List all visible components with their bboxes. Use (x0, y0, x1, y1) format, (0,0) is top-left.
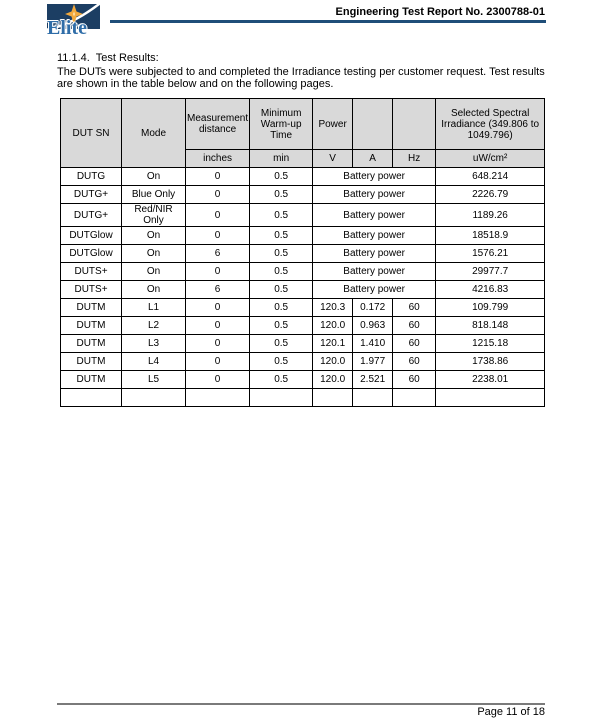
table-cell: L5 (122, 371, 186, 389)
table-cell: L4 (122, 353, 186, 371)
table-cell: 120.3 (313, 299, 353, 317)
elite-logo (47, 4, 107, 40)
stub-cell (250, 389, 313, 407)
table-cell: 0 (186, 371, 250, 389)
results-table-body (61, 168, 545, 407)
table-row (61, 227, 545, 245)
unit-irradiance: uW/cm² (436, 150, 545, 168)
table-cell: 60 (393, 317, 436, 335)
header-measurement-distance: Measurement distance (186, 99, 250, 150)
table-cell: 0.5 (250, 371, 313, 389)
table-cell: On (122, 245, 186, 263)
table-cell: DUTS+ (61, 263, 122, 281)
header-dut-sn: DUT SN (61, 99, 122, 168)
table-cell: Red/NIR Only (122, 204, 186, 227)
table-cell: 0.5 (250, 168, 313, 186)
table-cell: DUTG+ (61, 204, 122, 227)
header-min-warmup: Minimum Warm-up Time (250, 99, 313, 150)
table-cell: 0.5 (250, 335, 313, 353)
unit-distance: inches (186, 150, 250, 168)
section-heading: 11.1.4. Test Results: (57, 52, 159, 64)
footer-rule (57, 703, 545, 705)
table-row (61, 371, 545, 389)
stub-cell (61, 389, 122, 407)
table-cell: 1.977 (353, 353, 393, 371)
table-cell: 120.0 (313, 317, 353, 335)
page-number: Page 11 of 18 (477, 706, 545, 718)
stub-cell (186, 389, 250, 407)
table-cell: 2238.01 (436, 371, 545, 389)
table-cell: 0 (186, 227, 250, 245)
table-cell: 0.5 (250, 245, 313, 263)
table-cell: 109.799 (436, 299, 545, 317)
table-cell: Battery power (313, 263, 436, 281)
table-cell: 120.0 (313, 371, 353, 389)
stub-cell (436, 389, 545, 407)
report-title: Engineering Test Report No. 2300788-01 (335, 6, 545, 18)
stub-cell (313, 389, 353, 407)
table-cell: Battery power (313, 186, 436, 204)
table-cell: 0 (186, 263, 250, 281)
unit-volts: V (313, 150, 353, 168)
header-power: Power (313, 99, 353, 150)
header-irradiance: Selected Spectral Irradiance (349.806 to 1049.796) (436, 99, 545, 150)
table-cell: Battery power (313, 227, 436, 245)
unit-warmup: min (250, 150, 313, 168)
table-cell: Battery power (313, 245, 436, 263)
table-cell: DUTM (61, 299, 122, 317)
table-cell: 0.5 (250, 317, 313, 335)
table-cell: 0.5 (250, 299, 313, 317)
table-row (61, 335, 545, 353)
header-power-spacer-a (353, 99, 393, 150)
table-cell: 60 (393, 371, 436, 389)
table-cell: DUTGlow (61, 227, 122, 245)
table-cell: 18518.9 (436, 227, 545, 245)
table-row (61, 245, 545, 263)
unit-hz: Hz (393, 150, 436, 168)
logo-wordmark: Elite (47, 17, 87, 39)
table-row (61, 263, 545, 281)
table-cell: On (122, 281, 186, 299)
table-cell: 1215.18 (436, 335, 545, 353)
table-cell: 818.148 (436, 317, 545, 335)
table-cell: DUTM (61, 335, 122, 353)
table-cell: 648.214 (436, 168, 545, 186)
results-table (60, 98, 545, 407)
table-cell: 0.963 (353, 317, 393, 335)
table-cell: 4216.83 (436, 281, 545, 299)
table-cell: On (122, 227, 186, 245)
header-power-spacer-hz (393, 99, 436, 150)
stub-cell (122, 389, 186, 407)
table-cell: 6 (186, 245, 250, 263)
table-row (61, 353, 545, 371)
table-cell: L1 (122, 299, 186, 317)
table-cell: 1189.26 (436, 204, 545, 227)
table-cell: 0 (186, 299, 250, 317)
header-rule (110, 20, 546, 23)
table-cell: 0 (186, 335, 250, 353)
table-cell: DUTM (61, 317, 122, 335)
table-row (61, 299, 545, 317)
table-cell: 6 (186, 281, 250, 299)
table-cell: 0 (186, 168, 250, 186)
table-cell: 120.1 (313, 335, 353, 353)
table-row (61, 186, 545, 204)
table-cell: 0 (186, 186, 250, 204)
table-cell: 60 (393, 299, 436, 317)
table-cell: 0.5 (250, 281, 313, 299)
table-cell: 29977.7 (436, 263, 545, 281)
table-cell: 0 (186, 204, 250, 227)
table-cell: L2 (122, 317, 186, 335)
table-cell: 1738.86 (436, 353, 545, 371)
table-cell: On (122, 263, 186, 281)
table-cell: 0.5 (250, 186, 313, 204)
table-cell: L3 (122, 335, 186, 353)
stub-cell (393, 389, 436, 407)
table-cell: Battery power (313, 204, 436, 227)
table-cell: 0.5 (250, 204, 313, 227)
table-continuation-stubs (61, 389, 545, 407)
table-row (61, 168, 545, 186)
table-cell: 120.0 (313, 353, 353, 371)
table-cell: DUTM (61, 371, 122, 389)
table-cell: DUTS+ (61, 281, 122, 299)
table-cell: 60 (393, 353, 436, 371)
table-cell: DUTG (61, 168, 122, 186)
table-row (61, 317, 545, 335)
table-cell: 0.5 (250, 263, 313, 281)
table-cell: 1576.21 (436, 245, 545, 263)
table-cell: Battery power (313, 168, 436, 186)
table-row (61, 281, 545, 299)
table-header-row (61, 99, 545, 150)
table-cell: DUTM (61, 353, 122, 371)
table-cell: 1.410 (353, 335, 393, 353)
table-cell: Blue Only (122, 186, 186, 204)
table-cell: 2226.79 (436, 186, 545, 204)
table-cell: 0.5 (250, 353, 313, 371)
stub-cell (353, 389, 393, 407)
table-cell: On (122, 168, 186, 186)
table-cell: DUTGlow (61, 245, 122, 263)
intro-paragraph: The DUTs were subjected to and completed the Irradiance testing per customer request. Test results are shown in the table below and on the following pages. (57, 66, 545, 90)
unit-amps: A (353, 150, 393, 168)
table-cell: 0.5 (250, 227, 313, 245)
table-cell: 60 (393, 335, 436, 353)
table-cell: DUTG+ (61, 186, 122, 204)
table-cell: 2.521 (353, 371, 393, 389)
table-cell: 0 (186, 317, 250, 335)
table-cell: 0 (186, 353, 250, 371)
table-cell: 0.172 (353, 299, 393, 317)
header-mode: Mode (122, 99, 186, 168)
table-cell: Battery power (313, 281, 436, 299)
table-row (61, 204, 545, 227)
